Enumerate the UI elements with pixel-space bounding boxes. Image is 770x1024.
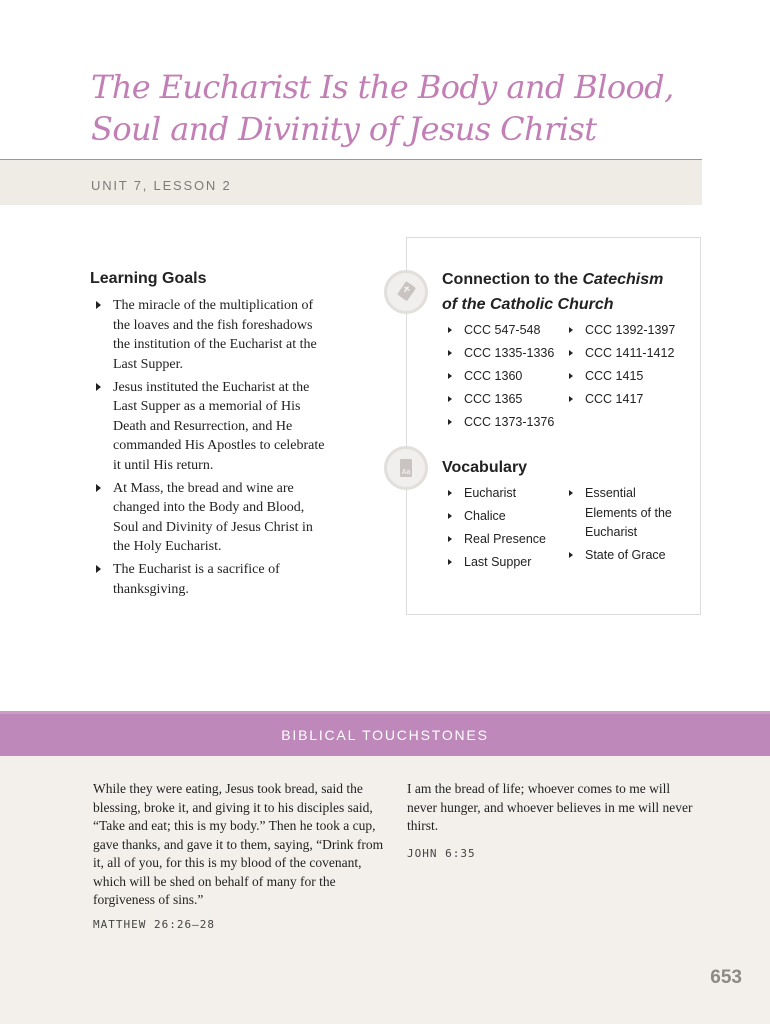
bullet-arrow-icon xyxy=(448,396,452,402)
list-item xyxy=(563,484,683,543)
list-item xyxy=(442,413,572,433)
ccc-reference: CCC 1365 xyxy=(464,392,523,406)
ccc-reference: CCC 547-548 xyxy=(464,323,541,337)
catechism-heading: Connection to the Catechism of the Catholic Church xyxy=(442,271,664,313)
list-item xyxy=(563,321,693,341)
vocabulary-heading: Vocabulary xyxy=(442,459,528,476)
ccc-reference: CCC 1335-1336 xyxy=(464,346,555,360)
bullet-arrow-icon xyxy=(569,396,573,402)
learning-goal-text: At Mass, the bread and wine are changed into the Body and Blood, Soul and Divinity of Jesus Christ in the Holy Eucharist. xyxy=(113,480,313,554)
vocabulary-book-icon xyxy=(384,446,428,490)
list-item xyxy=(442,390,572,410)
learning-goals-list xyxy=(92,296,328,603)
learning-goal-text: Jesus instituted the Eucharist at the Last Supper as a memorial of His Death and Resurrection, and He commanded His Apostles to celebrate it until His return. xyxy=(113,379,325,473)
bullet-arrow-icon xyxy=(448,373,452,379)
ccc-reference: CCC 1373-1376 xyxy=(464,415,555,429)
bullet-arrow-icon xyxy=(569,552,573,558)
vocabulary-term: Essential Elements of the Eucharist xyxy=(585,486,672,539)
matthew-citation: MATTHEW 26:26–28 xyxy=(93,918,215,931)
vocabulary-term: Chalice xyxy=(464,509,506,523)
bullet-arrow-icon xyxy=(448,419,452,425)
learning-goal-text: The Eucharist is a sacrifice of thanksgiving. xyxy=(113,562,280,597)
john-citation: JOHN 6:35 xyxy=(407,847,476,860)
list-item xyxy=(92,560,328,599)
list-item xyxy=(92,296,328,374)
list-item xyxy=(442,530,572,550)
list-item xyxy=(563,390,693,410)
bullet-arrow-icon xyxy=(96,484,101,492)
ccc-reference: CCC 1415 xyxy=(585,369,644,383)
list-item xyxy=(442,507,572,527)
bullet-arrow-icon xyxy=(96,383,101,391)
bullet-arrow-icon xyxy=(569,327,573,333)
bullet-arrow-icon xyxy=(569,490,573,496)
svg-text:Aa: Aa xyxy=(401,469,411,476)
bullet-arrow-icon xyxy=(569,373,573,379)
unit-label: UNIT 7, LESSON 2 xyxy=(91,178,232,193)
catechism-list-col2 xyxy=(563,321,693,413)
vocabulary-list-col1 xyxy=(442,484,572,576)
bullet-arrow-icon xyxy=(448,513,452,519)
list-item xyxy=(442,321,572,341)
bullet-arrow-icon xyxy=(569,350,573,356)
touchstones-band-highlight xyxy=(0,711,770,714)
list-item xyxy=(563,344,693,364)
vocabulary-term: Last Supper xyxy=(464,555,532,569)
page-title xyxy=(91,66,691,150)
learning-goal-text: The miracle of the multiplication of the loaves and the fish foreshadows the institution of the Eucharist at the Last Supper. xyxy=(113,298,317,372)
vocabulary-term: Eucharist xyxy=(464,486,517,500)
list-item xyxy=(92,378,328,476)
catechism-book-icon xyxy=(384,270,428,314)
bullet-arrow-icon xyxy=(96,301,101,309)
list-item xyxy=(442,344,572,364)
bullet-arrow-icon xyxy=(448,559,452,565)
catechism-list-col1 xyxy=(442,321,572,436)
vocabulary-list-col2 xyxy=(563,484,683,569)
touchstones-heading: BIBLICAL TOUCHSTONES xyxy=(281,727,489,743)
ccc-reference: CCC 1360 xyxy=(464,369,523,383)
list-item xyxy=(442,367,572,387)
learning-goals-heading: Learning Goals xyxy=(90,270,207,287)
list-item xyxy=(92,479,328,557)
ccc-reference: CCC 1411-1412 xyxy=(585,346,675,360)
bullet-arrow-icon xyxy=(448,536,452,542)
ccc-reference: CCC 1417 xyxy=(585,392,644,406)
list-item xyxy=(563,546,683,566)
list-item xyxy=(563,367,693,387)
title-line-1: The Eucharist Is the Body and Blood, xyxy=(91,68,674,106)
list-item xyxy=(442,553,572,573)
vocabulary-term: State of Grace xyxy=(585,548,666,562)
matthew-quote: While they were eating, Jesus took bread, said the blessing, broke it, and giving it to his disciples said, “Take and eat; this is my body.” Then he took a cup, gave thanks, and gave it to them, saying, “Drink from it, all of you, for this is my blood of the covenant, which will be shed on behalf of many for the forgiveness of sins.” xyxy=(93,781,384,907)
list-item xyxy=(442,484,572,504)
bullet-arrow-icon xyxy=(448,327,452,333)
vocabulary-term: Real Presence xyxy=(464,532,546,546)
bullet-arrow-icon xyxy=(96,565,101,573)
bullet-arrow-icon xyxy=(448,350,452,356)
john-quote: I am the bread of life; whoever comes to me will never hunger, and whoever believes in me will never thirst. xyxy=(407,781,693,833)
title-line-2: Soul and Divinity of Jesus Christ xyxy=(91,110,597,148)
ccc-reference: CCC 1392-1397 xyxy=(585,323,676,337)
bullet-arrow-icon xyxy=(448,490,452,496)
page-number: 653 xyxy=(710,967,742,988)
